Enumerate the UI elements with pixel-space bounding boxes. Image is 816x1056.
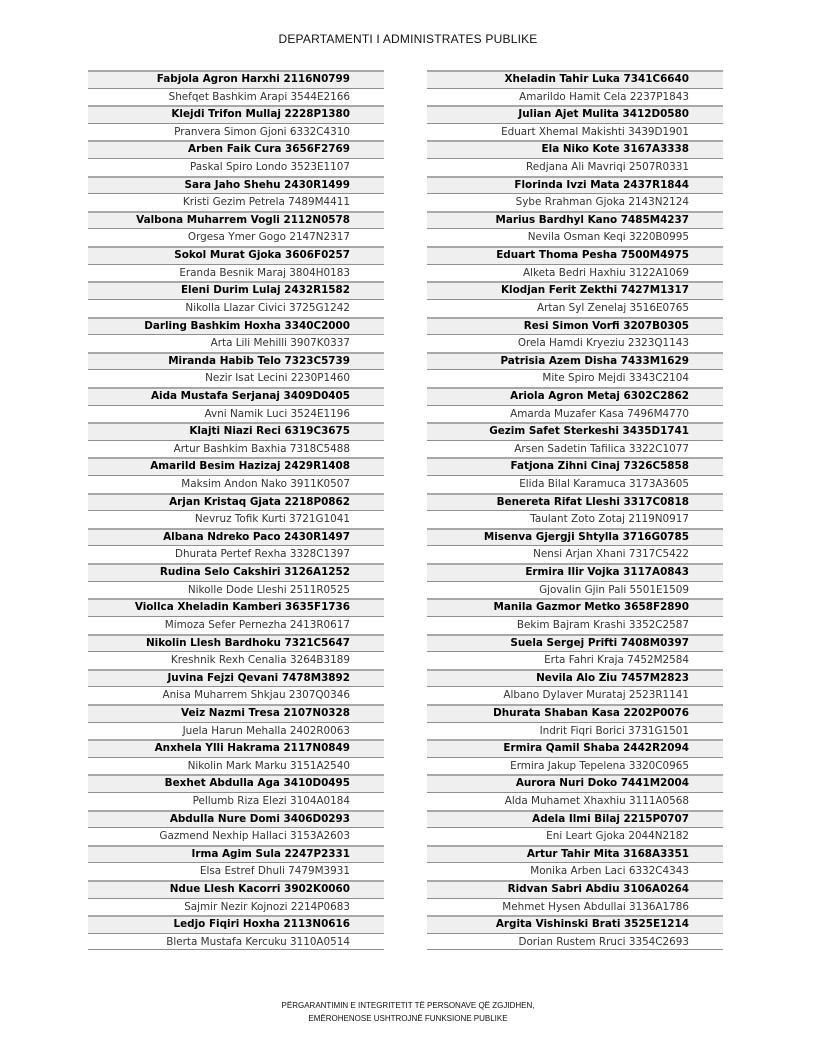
name-row: Anisa Muharrem Shkjau 2307Q0346 <box>88 686 384 704</box>
name-row: Gezim Safet Sterkeshi 3435D1741 <box>427 422 723 440</box>
name-row: Suela Sergej Prifti 7408M0397 <box>427 634 723 652</box>
name-row: Bekim Bajram Krashi 3352C2587 <box>427 616 723 634</box>
name-row: Gjovalin Gjin Pali 5501E1509 <box>427 581 723 599</box>
footer-line-1: PËRGARANTIMIN E INTEGRITETIT TË PERSONAVE QË ZGJIDHEN, <box>281 1001 535 1010</box>
name-row: Manila Gazmor Metko 3658F2890 <box>427 598 723 616</box>
name-row: Mite Spiro Mejdi 3343C2104 <box>427 369 723 387</box>
name-row: Kreshnik Rexh Cenalia 3264B3189 <box>88 651 384 669</box>
name-row: Ermira Ilir Vojka 3117A0843 <box>427 563 723 581</box>
name-row: Aida Mustafa Serjanaj 3409D0405 <box>88 387 384 405</box>
name-row: Albana Ndreko Paco 2430R1497 <box>88 528 384 546</box>
name-row: Alketa Bedri Haxhiu 3122A1069 <box>427 264 723 282</box>
name-row: Sara Jaho Shehu 2430R1499 <box>88 176 384 194</box>
right-name-column <box>427 70 723 950</box>
name-row: Sokol Murat Gjoka 3606F0257 <box>88 246 384 264</box>
name-row: Pranvera Simon Gjoni 6332C4310 <box>88 123 384 141</box>
name-row: Ledjo Fiqiri Hoxha 2113N0616 <box>88 915 384 933</box>
name-row: Bexhet Abdulla Aga 3410D0495 <box>88 774 384 792</box>
name-row: Nikolle Dode Lleshi 2511R0525 <box>88 581 384 599</box>
name-row: Klodjan Ferit Zekthi 7427M1317 <box>427 281 723 299</box>
name-row: Artur Tahir Mita 3168A3351 <box>427 845 723 863</box>
name-row: Shefqet Bashkim Arapi 3544E2166 <box>88 88 384 106</box>
name-row: Fabjola Agron Harxhi 2116N0799 <box>88 70 384 88</box>
name-row: Sybe Rrahman Gjoka 2143N2124 <box>427 193 723 211</box>
footer-line-2: EMËROHENOSE USHTROJNË FUNKSIONE PUBLIKE <box>308 1014 508 1023</box>
name-row: Amarda Muzafer Kasa 7496M4770 <box>427 405 723 423</box>
name-row: Darling Bashkim Hoxha 3340C2000 <box>88 317 384 335</box>
name-row: Avni Namik Luci 3524E1196 <box>88 405 384 423</box>
name-row: Alda Muhamet Xhaxhiu 3111A0568 <box>427 792 723 810</box>
name-row: Erta Fahri Kraja 7452M2584 <box>427 651 723 669</box>
name-row: Arjan Kristaq Gjata 2218P0862 <box>88 493 384 511</box>
name-row: Nikolin Llesh Bardhoku 7321C5647 <box>88 634 384 652</box>
name-row: Aurora Nuri Doko 7441M2004 <box>427 774 723 792</box>
left-name-column <box>88 70 384 950</box>
name-row: Klejdi Trifon Mullaj 2228P1380 <box>88 105 384 123</box>
name-row: Julian Ajet Mulita 3412D0580 <box>427 105 723 123</box>
name-row: Fatjona Zihni Cinaj 7326C5858 <box>427 457 723 475</box>
name-row: Arben Faik Cura 3656F2769 <box>88 140 384 158</box>
name-row: Nikolla Llazar Civici 3725G1242 <box>88 299 384 317</box>
name-row: Mehmet Hysen Abdullai 3136A1786 <box>427 898 723 916</box>
name-row: Misenva Gjergji Shtylla 3716G0785 <box>427 528 723 546</box>
name-row: Marius Bardhyl Kano 7485M4237 <box>427 211 723 229</box>
name-row: Eduart Thoma Pesha 7500M4975 <box>427 246 723 264</box>
name-row: Ndue Llesh Kacorri 3902K0060 <box>88 880 384 898</box>
name-row: Artan Syl Zenelaj 3516E0765 <box>427 299 723 317</box>
name-row: Xheladin Tahir Luka 7341C6640 <box>427 70 723 88</box>
name-row: Orela Hamdi Kryeziu 2323Q1143 <box>427 334 723 352</box>
name-row: Eni Leart Gjoka 2044N2182 <box>427 827 723 845</box>
name-row: Blerta Mustafa Kercuku 3110A0514 <box>88 933 384 951</box>
name-row: Redjana Ali Mavriqi 2507R0331 <box>427 158 723 176</box>
name-row: Rudina Selo Cakshiri 3126A1252 <box>88 563 384 581</box>
name-row: Dhurata Shaban Kasa 2202P0076 <box>427 704 723 722</box>
name-row: Nikolin Mark Marku 3151A2540 <box>88 757 384 775</box>
name-row: Dhurata Pertef Rexha 3328C1397 <box>88 545 384 563</box>
name-row: Ermira Qamil Shaba 2442R2094 <box>427 739 723 757</box>
name-row: Valbona Muharrem Vogli 2112N0578 <box>88 211 384 229</box>
name-row: Nevila Alo Ziu 7457M2823 <box>427 669 723 687</box>
name-row: Argita Vishinski Brati 3525E1214 <box>427 915 723 933</box>
name-row: Irma Agim Sula 2247P2331 <box>88 845 384 863</box>
name-row: Eduart Xhemal Makishti 3439D1901 <box>427 123 723 141</box>
name-row: Ermira Jakup Tepelena 3320C0965 <box>427 757 723 775</box>
name-row: Florinda Ivzi Mata 2437R1844 <box>427 176 723 194</box>
name-row: Veiz Nazmi Tresa 2107N0328 <box>88 704 384 722</box>
name-row: Kristi Gezim Petrela 7489M4411 <box>88 193 384 211</box>
name-row: Sajmir Nezir Kojnozi 2214P0683 <box>88 898 384 916</box>
name-row: Miranda Habib Telo 7323C5739 <box>88 352 384 370</box>
name-row: Nevila Osman Keqi 3220B0995 <box>427 228 723 246</box>
name-row: Arsen Sadetin Tafilica 3322C1077 <box>427 440 723 458</box>
name-row: Paskal Spiro Londo 3523E1107 <box>88 158 384 176</box>
name-row: Albano Dylaver Murataj 2523R1141 <box>427 686 723 704</box>
name-row: Ariola Agron Metaj 6302C2862 <box>427 387 723 405</box>
name-row: Ela Niko Kote 3167A3338 <box>427 140 723 158</box>
name-row: Amarildo Hamit Cela 2237P1843 <box>427 88 723 106</box>
name-row: Klajti Niazi Reci 6319C3675 <box>88 422 384 440</box>
name-row: Nezir Isat Lecini 2230P1460 <box>88 369 384 387</box>
name-row: Elida Bilal Karamuca 3173A3605 <box>427 475 723 493</box>
name-row: Gazmend Nexhip Hallaci 3153A2603 <box>88 827 384 845</box>
name-row: Benereta Rifat Lleshi 3317C0818 <box>427 493 723 511</box>
name-row: Viollca Xheladin Kamberi 3635F1736 <box>88 598 384 616</box>
name-row: Amarild Besim Hazizaj 2429R1408 <box>88 457 384 475</box>
name-row: Resi Simon Vorfi 3207B0305 <box>427 317 723 335</box>
name-row: Adela Ilmi Bilaj 2215P0707 <box>427 810 723 828</box>
name-row: Ridvan Sabri Abdiu 3106A0264 <box>427 880 723 898</box>
name-row: Elsa Estref Dhuli 7479M3931 <box>88 862 384 880</box>
name-row: Monika Arben Laci 6332C4343 <box>427 862 723 880</box>
name-row: Anxhela Ylli Hakrama 2117N0849 <box>88 739 384 757</box>
name-row: Nensi Arjan Xhani 7317C5422 <box>427 545 723 563</box>
name-row: Nevruz Tofik Kurti 3721G1041 <box>88 510 384 528</box>
name-row: Eleni Durim Lulaj 2432R1582 <box>88 281 384 299</box>
name-row: Maksim Andon Nako 3911K0507 <box>88 475 384 493</box>
name-row: Dorian Rustem Rruci 3354C2693 <box>427 933 723 951</box>
name-row: Taulant Zoto Zotaj 2119N0917 <box>427 510 723 528</box>
page-title: DEPARTAMENTI I ADMINISTRATES PUBLIKE <box>278 32 538 46</box>
name-row: Abdulla Nure Domi 3406D0293 <box>88 810 384 828</box>
name-row: Juvina Fejzi Qevani 7478M3892 <box>88 669 384 687</box>
name-row: Orgesa Ymer Gogo 2147N2317 <box>88 228 384 246</box>
name-row: Arta Lili Mehilli 3907K0337 <box>88 334 384 352</box>
page-footer <box>0 999 816 1025</box>
name-row: Patrisia Azem Disha 7433M1629 <box>427 352 723 370</box>
name-row: Mimoza Sefer Pernezha 2413R0617 <box>88 616 384 634</box>
name-row: Pellumb Riza Elezi 3104A0184 <box>88 792 384 810</box>
name-row: Artur Bashkim Baxhia 7318C5488 <box>88 440 384 458</box>
name-row: Eranda Besnik Maraj 3804H0183 <box>88 264 384 282</box>
name-row: Indrit Fiqri Borici 3731G1501 <box>427 722 723 740</box>
name-row: Juela Harun Mehalla 2402R0063 <box>88 722 384 740</box>
